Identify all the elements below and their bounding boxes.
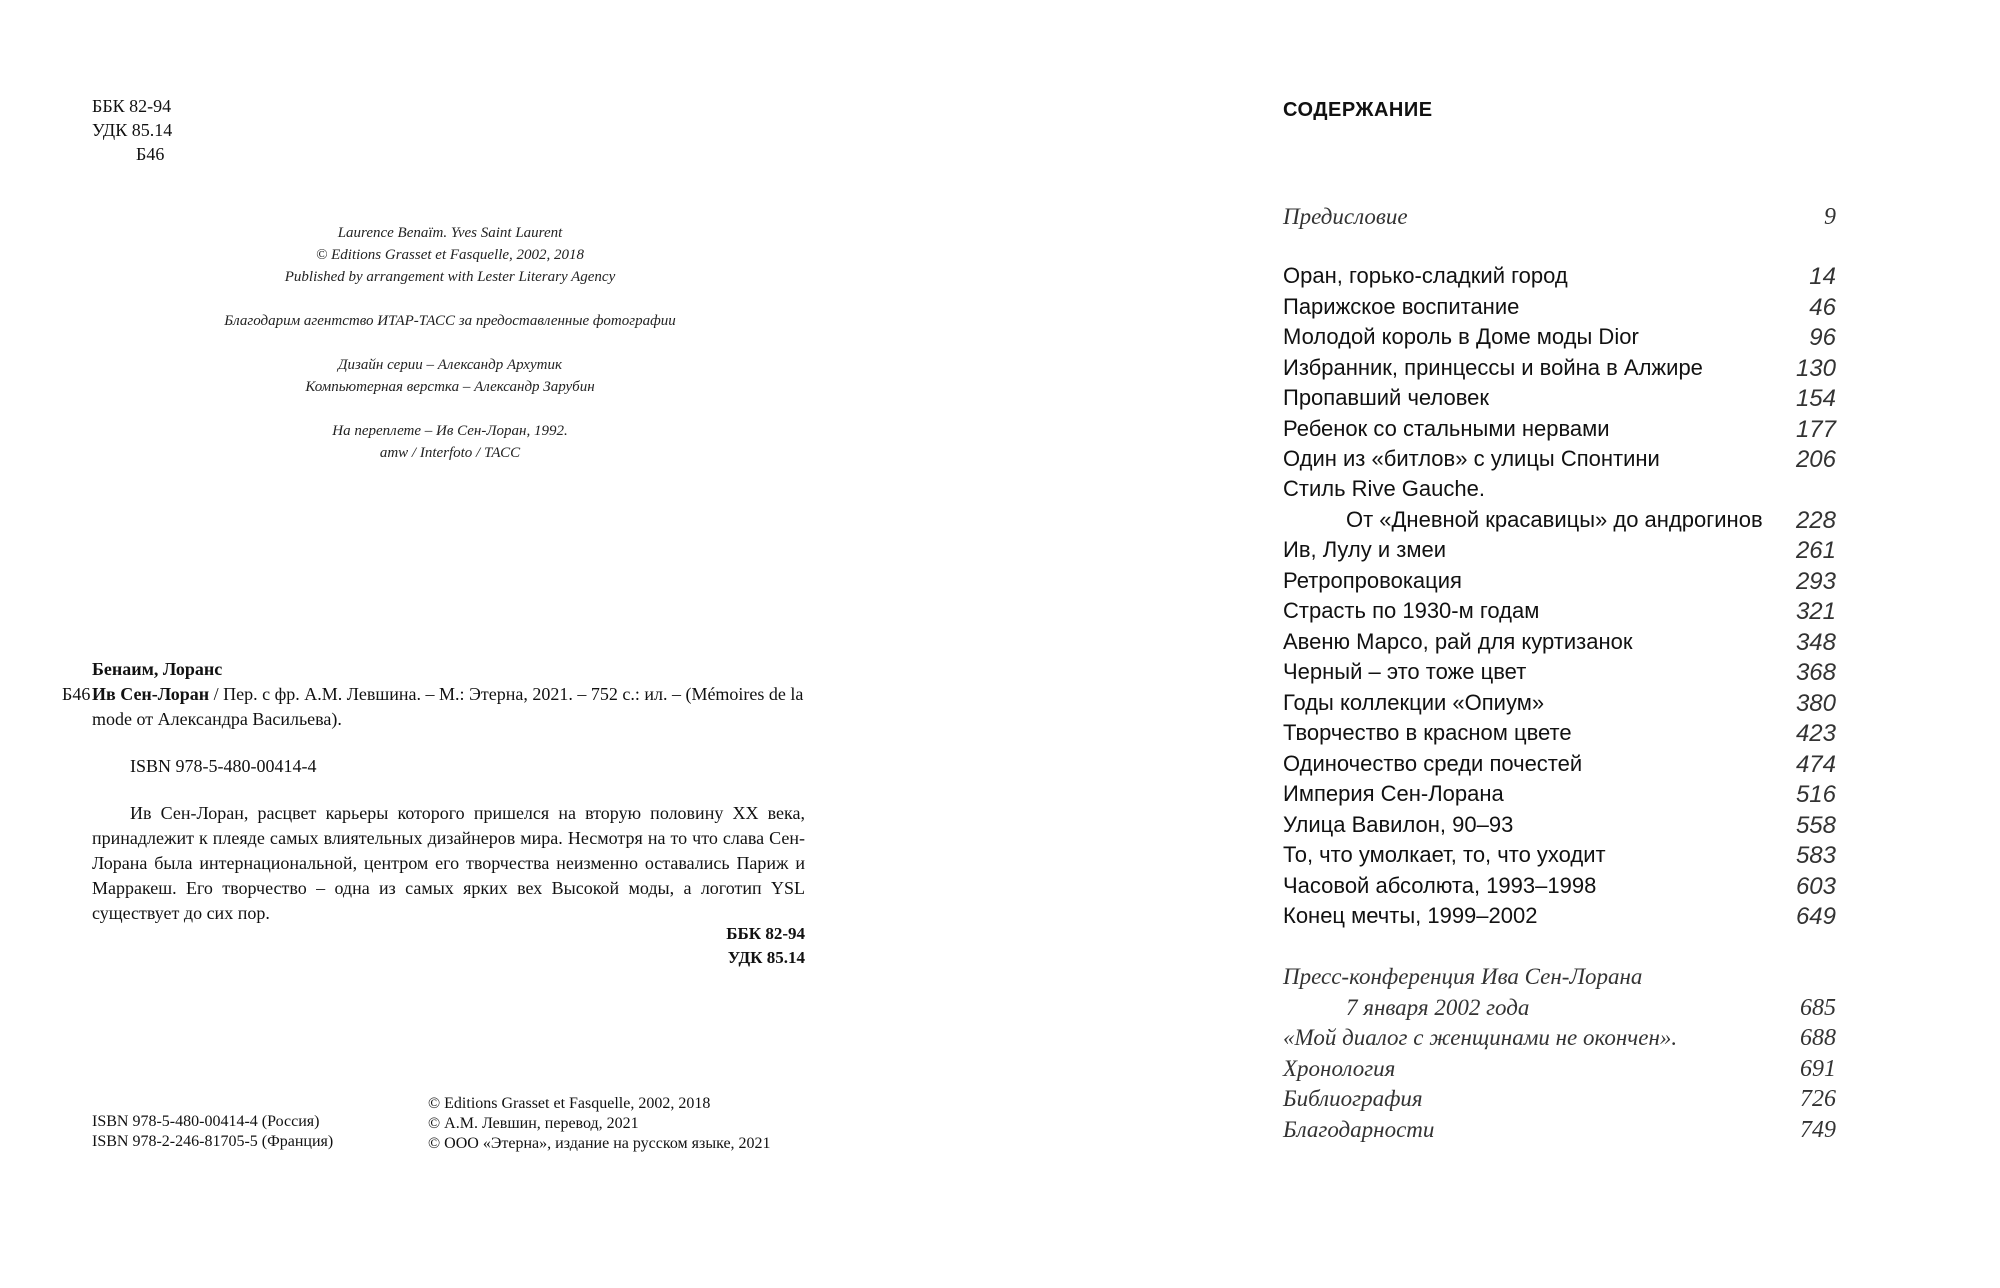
toc-title: Авеню Марсо, рай для куртизанок <box>1283 629 1633 654</box>
toc-entry <box>1283 294 1836 324</box>
toc-page-number: 688 <box>1800 1025 1836 1051</box>
classification-codes <box>92 94 172 166</box>
toc-entry <box>1283 781 1836 811</box>
toc-title: Молодой король в Доме моды Dior <box>1283 324 1639 349</box>
design-credits <box>150 354 750 398</box>
credit-line: Laurence Benaïm. Yves Saint Laurent <box>337 225 563 241</box>
toc-page-number: 321 <box>1795 598 1836 625</box>
toc-entry <box>1283 903 1836 933</box>
toc-title: Хронология <box>1283 1056 1396 1081</box>
toc-title: Библиография <box>1283 1086 1423 1111</box>
toc-page-number: 206 <box>1795 446 1836 473</box>
toc-entry <box>1283 629 1836 659</box>
toc-entry <box>1283 568 1836 598</box>
toc-entry <box>1283 476 1836 506</box>
toc-page-number: 649 <box>1795 903 1836 930</box>
credits-block <box>150 222 750 486</box>
copyright-line: © Editions Grasset et Fasquelle, 2002, 2018 <box>428 1095 711 1112</box>
toc-title: 7 января 2002 года <box>1346 995 1530 1020</box>
book-details: / Пер. с фр. А.М. Левшина. – М.: Этерна, 2021. – 752 с.: ил. – (Mémoires de la mode от Александра Васильева). <box>92 684 804 729</box>
toc-page-number: 228 <box>1795 507 1836 534</box>
toc-page-number: 749 <box>1800 1117 1836 1143</box>
udk-code: УДК 85.14 <box>727 948 805 967</box>
toc-title: Часовой абсолюта, 1993–1998 <box>1283 873 1597 898</box>
annotation: Ив Сен-Лоран, расцвет карьеры которого пришелся на вторую половину XX века, принадлежит к плеяде самых влиятельных дизайнеров мира. Несмотря на то что слава Сен-Лорана была интернациональной, центром его творчества неизменно оставались Париж и Марракеш. Его творчество – одна из самых ярких вех Высокой моды, а логотип YSL существует до сих пор. <box>92 803 805 923</box>
toc-entry <box>1283 598 1836 628</box>
toc-page-number: 348 <box>1795 629 1836 656</box>
bbk-code: ББК 82-94 <box>726 924 805 943</box>
copyright-line: © А.М. Левшин, перевод, 2021 <box>428 1115 639 1132</box>
isbn-list <box>92 1112 333 1152</box>
toc-title: Пропавший человек <box>1283 385 1490 410</box>
toc-title: То, что умолкает, то, что уходит <box>1283 842 1606 867</box>
toc-entry <box>1283 873 1836 903</box>
toc-page-number: 130 <box>1795 355 1836 382</box>
credit-line: amw / Interfoto / ТАСС <box>379 445 521 461</box>
bbk-code: ББК 82-94 <box>92 96 172 116</box>
toc-page-number: 46 <box>1809 294 1836 321</box>
toc-entry <box>1283 720 1836 750</box>
toc-title: «Мой диалог с женщинами не окончен». <box>1283 1025 1678 1050</box>
copyright-line: © ООО «Этерна», издание на русском языке, 2021 <box>428 1135 771 1152</box>
isbn-russia: ISBN 978-5-480-00414-4 (Россия) <box>92 1113 320 1130</box>
annotation-codes <box>605 922 805 970</box>
toc-page-number: 293 <box>1795 568 1836 595</box>
toc-title: Улица Вавилон, 90–93 <box>1283 812 1514 837</box>
toc-page-number: 558 <box>1795 812 1836 839</box>
toc-entry <box>1283 659 1836 689</box>
toc-title: Ив, Лулу и змеи <box>1283 537 1447 562</box>
toc-entry <box>1283 263 1836 293</box>
toc-page-number: 154 <box>1795 385 1836 412</box>
toc-title: Конец мечты, 1999–2002 <box>1283 903 1538 928</box>
catalog-code: Б46 <box>62 684 91 704</box>
toc-title: Ретропровокация <box>1283 568 1462 593</box>
toc-title: Парижское воспитание <box>1283 294 1520 319</box>
toc-page-number: 423 <box>1795 720 1836 747</box>
toc-title: Империя Сен-Лорана <box>1283 781 1504 806</box>
toc-title: Ребенок со стальными нервами <box>1283 416 1610 441</box>
toc-page-number: 516 <box>1795 781 1836 808</box>
credit-line: Published by arrangement with Lester Literary Agency <box>284 269 616 285</box>
original-edition-credits <box>150 222 750 288</box>
toc-page-number: 14 <box>1809 263 1836 290</box>
toc-entry <box>1283 964 1836 994</box>
toc-page-number: 380 <box>1795 690 1836 717</box>
isbn-line: ISBN 978-5-480-00414-4 <box>130 756 317 776</box>
toc-entry <box>1283 416 1836 446</box>
toc-entry <box>1283 507 1836 537</box>
credit-line: Компьютерная верстка – Александр Зарубин <box>305 379 595 395</box>
toc-entry <box>1283 842 1836 872</box>
toc-page-number: 603 <box>1795 873 1836 900</box>
toc-title: Черный – это тоже цвет <box>1283 659 1527 684</box>
toc-entry <box>1283 204 1836 234</box>
credit-line: © Editions Grasset et Fasquelle, 2002, 2018 <box>315 247 585 263</box>
toc-title: Одиночество среди почестей <box>1283 751 1583 776</box>
copyright-list <box>428 1094 771 1154</box>
author-heading: Бенаим, Лоранс <box>92 659 223 679</box>
toc-entry <box>1283 690 1836 720</box>
toc-page-number: 96 <box>1809 324 1836 351</box>
toc-entry <box>1283 446 1836 476</box>
toc-page-number: 177 <box>1795 416 1836 443</box>
credit-line: Благодарим агентство ИТАР-ТАСС за предоставленные фотографии <box>224 313 676 329</box>
toc-entry <box>1283 995 1836 1025</box>
toc-title: Один из «битлов» с улицы Спонтини <box>1283 446 1660 471</box>
author-mark: Б46 <box>136 144 165 164</box>
toc-title: Благодарности <box>1283 1117 1435 1142</box>
toc-title: Стиль Rive Gauche. <box>1283 476 1485 501</box>
toc-title: Творчество в красном цвете <box>1283 720 1572 745</box>
toc-title: Годы коллекции «Опиум» <box>1283 690 1545 715</box>
udk-code: УДК 85.14 <box>92 120 173 140</box>
toc-page-number: 685 <box>1800 995 1836 1021</box>
contents-heading: СОДЕРЖАНИЕ <box>1283 99 1433 121</box>
cover-credits <box>150 420 750 464</box>
toc-entry <box>1283 324 1836 354</box>
toc-page-number: 726 <box>1800 1086 1836 1112</box>
credit-line: Дизайн серии – Александр Архутик <box>338 357 562 373</box>
toc-title: Оран, горько-сладкий город <box>1283 263 1568 288</box>
toc-entry <box>1283 1025 1836 1055</box>
toc-entry <box>1283 1056 1836 1086</box>
toc-title: Избранник, принцессы и война в Алжире <box>1283 355 1703 380</box>
toc-page-number: 583 <box>1795 842 1836 869</box>
toc-entry <box>1283 537 1836 567</box>
toc-entry <box>1283 812 1836 842</box>
toc-page-number: 261 <box>1795 537 1836 564</box>
toc-entry <box>1283 751 1836 781</box>
toc-title: От «Дневной красавицы» до андрогинов <box>1346 507 1763 532</box>
toc-page-number: 691 <box>1800 1056 1836 1082</box>
toc-entry <box>1283 1117 1836 1147</box>
toc-page-number: 368 <box>1795 659 1836 686</box>
toc-entry <box>1283 1086 1836 1116</box>
toc-title: Пресс-конференция Ива Сен-Лорана <box>1283 964 1643 989</box>
photo-credits <box>150 310 750 332</box>
credit-line: На переплете – Ив Сен-Лоран, 1992. <box>332 423 568 439</box>
bibliographic-record <box>62 682 805 732</box>
book-title: Ив Сен-Лоран <box>92 684 210 704</box>
toc-title: Предисловие <box>1283 204 1408 229</box>
isbn-france: ISBN 978-2-246-81705-5 (Франция) <box>92 1133 334 1150</box>
toc-entry <box>1283 385 1836 415</box>
toc-entry <box>1283 355 1836 385</box>
toc-page-number: 9 <box>1824 204 1836 230</box>
toc-page-number: 474 <box>1795 751 1836 778</box>
toc-title: Страсть по 1930-м годам <box>1283 598 1540 623</box>
